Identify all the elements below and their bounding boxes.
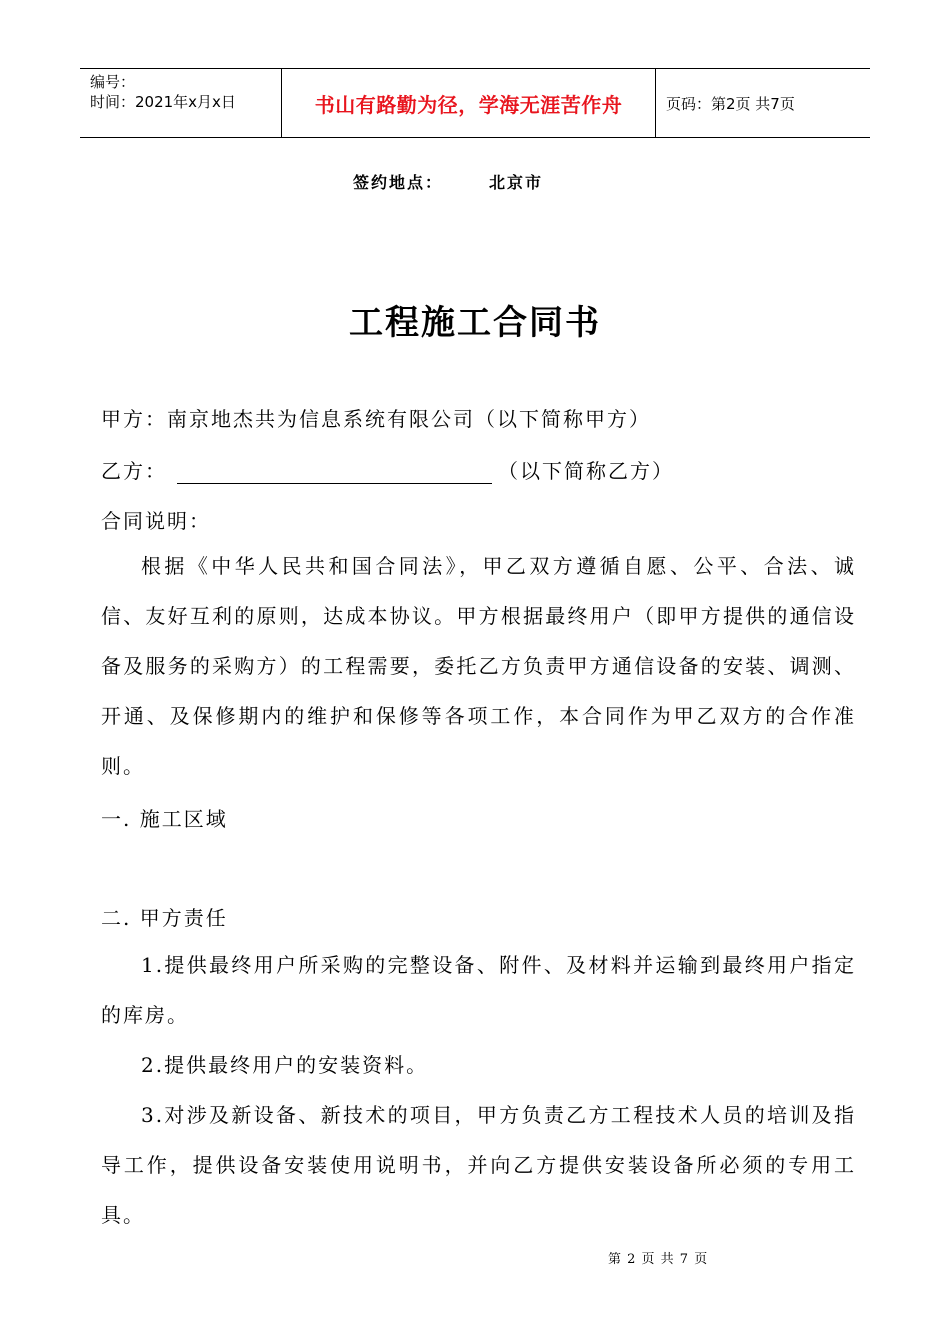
section-construction-area: 一. 施工区域 bbox=[101, 807, 228, 831]
document-time: 时间：2021年x月x日 bbox=[90, 93, 236, 111]
header-motto: 书山有路勤为径，学海无涯苦作舟 bbox=[282, 69, 656, 137]
party-b-label: 乙方： bbox=[101, 459, 167, 483]
party-a: 甲方：南京地杰共为信息系统有限公司（以下简称甲方） bbox=[101, 407, 651, 431]
signing-place bbox=[353, 170, 543, 193]
header-page-info: 页码：第2页 共7页 bbox=[666, 94, 795, 113]
responsibility-item-1: 1.提供最终用户所采购的完整设备、附件、及材料并运输到最终用户指定的库房。 bbox=[101, 953, 856, 1027]
party-b bbox=[101, 455, 674, 484]
contract-note-label: 合同说明： bbox=[101, 509, 211, 533]
party-b-suffix: （以下简称乙方） bbox=[498, 459, 674, 483]
section-party-a-responsibility: 二. 甲方责任 bbox=[101, 906, 228, 930]
contract-note-paragraph: 根据《中华人民共和国合同法》，甲乙双方遵循自愿、公平、合法、诚信、友好互利的原则，达成本协议。甲方根据最终用户（即甲方提供的通信设备及服务的采购方）的工程需要，委托乙方负责甲方通信设备的安装、调测、开通、及保修期内的维护和保修等各项工作，本合同作为甲乙双方的合作准则。 bbox=[101, 554, 856, 778]
document-title: 工程施工合同书 bbox=[349, 303, 601, 343]
signing-place-city: 北京市 bbox=[489, 173, 544, 192]
party-b-blank-line bbox=[177, 461, 492, 484]
responsibility-item-3: 3.对涉及新设备、新技术的项目，甲方负责乙方工程技术人员的培训及指导工作，提供设备安装使用说明书，并向乙方提供安装设备所必须的专用工具。 bbox=[101, 1103, 856, 1227]
signing-place-label: 签约地点： bbox=[353, 173, 444, 192]
header-meta bbox=[80, 69, 282, 137]
responsibility-item-2: 2.提供最终用户的安装资料。 bbox=[141, 1053, 429, 1077]
document-number-label: 编号： bbox=[90, 73, 136, 91]
page-header bbox=[80, 68, 870, 138]
page-footer: 第 2 页 共 7 页 bbox=[608, 1252, 709, 1267]
